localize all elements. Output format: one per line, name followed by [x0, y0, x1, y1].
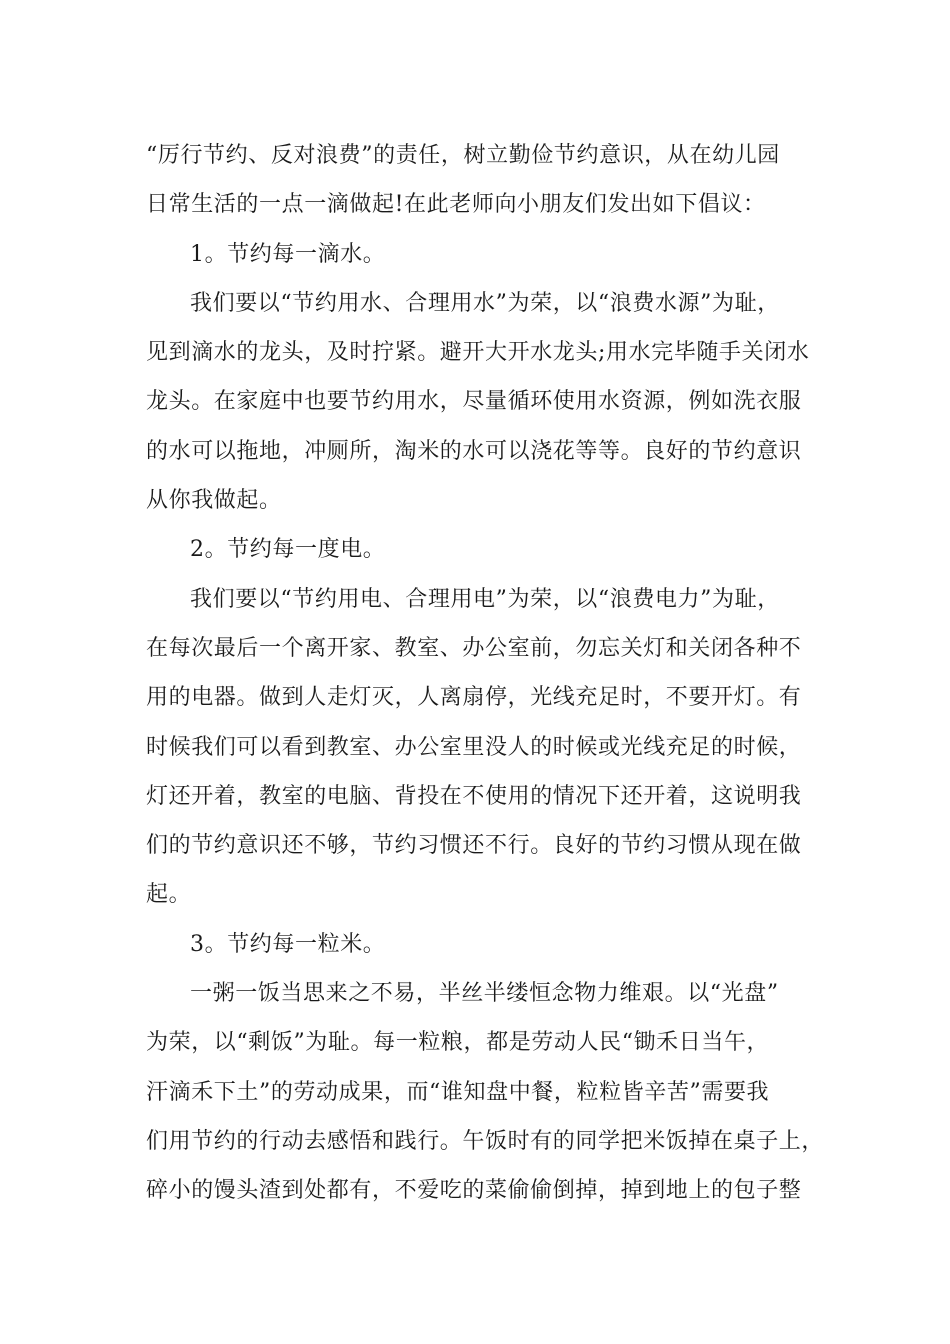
document-body: [146, 131, 826, 1216]
text-line: 见到滴水的龙头，及时拧紧。避开大开水龙头;用水完毕随手关闭水: [146, 340, 810, 366]
text-line: 时候我们可以看到教室、办公室里没人的时候或光线充足的时候，: [146, 734, 802, 760]
text-line: 用的电器。做到人走灯灭，人离扇停，光线充足时，不要开灯。有: [146, 685, 802, 711]
text-line: 们用节约的行动去感悟和践行。午饭时有的同学把米饭掉在桌子上，: [146, 1128, 825, 1154]
text-line: 日常生活的一点一滴做起!在此老师向小朋友们发出如下倡议：: [146, 192, 766, 218]
text-line: 起。: [146, 882, 192, 908]
section-heading-rice: 3。节约每一粒米。: [190, 931, 386, 957]
text-line: 汗滴禾下土”的劳动成果，而“谁知盘中餐，粒粒皆辛苦”需要我: [146, 1079, 770, 1105]
section-heading-water: 1。节约每一滴水。: [190, 241, 386, 267]
text-line: 我们要以“节约用电、合理用电”为荣，以“浪费电力”为耻，: [190, 586, 780, 612]
text-line: 们的节约意识还不够，节约习惯还不行。良好的节约习惯从现在做: [146, 833, 802, 859]
text-line: 一粥一饭当思来之不易，半丝半缕恒念物力维艰。以“光盘”: [190, 981, 779, 1007]
text-line: 灯还开着，教室的电脑、背投在不使用的情况下还开着，这说明我: [146, 783, 802, 809]
text-line: 碎小的馒头渣到处都有，不爱吃的菜偷偷倒掉，掉到地上的包子整: [146, 1178, 802, 1204]
text-line: 从你我做起。: [146, 488, 282, 514]
text-line: 龙头。在家庭中也要节约用水，尽量循环使用水资源，例如洗衣服: [146, 389, 802, 415]
section-heading-electricity: 2。节约每一度电。: [190, 537, 386, 563]
text-line: 的水可以拖地，冲厕所，淘米的水可以浇花等等。良好的节约意识: [146, 438, 802, 464]
text-line: 为荣，以“剩饭”为耻。每一粒粮，都是劳动人民“锄禾日当午，: [146, 1030, 770, 1056]
text-line: 我们要以“节约用水、合理用水”为荣，以“浪费水源”为耻，: [190, 290, 780, 316]
text-line: “厉行节约、反对浪费”的责任，树立勤俭节约意识，从在幼儿园: [146, 143, 780, 168]
text-line: 在每次最后一个离开家、教室、办公室前，勿忘关灯和关闭各种不: [146, 635, 802, 661]
